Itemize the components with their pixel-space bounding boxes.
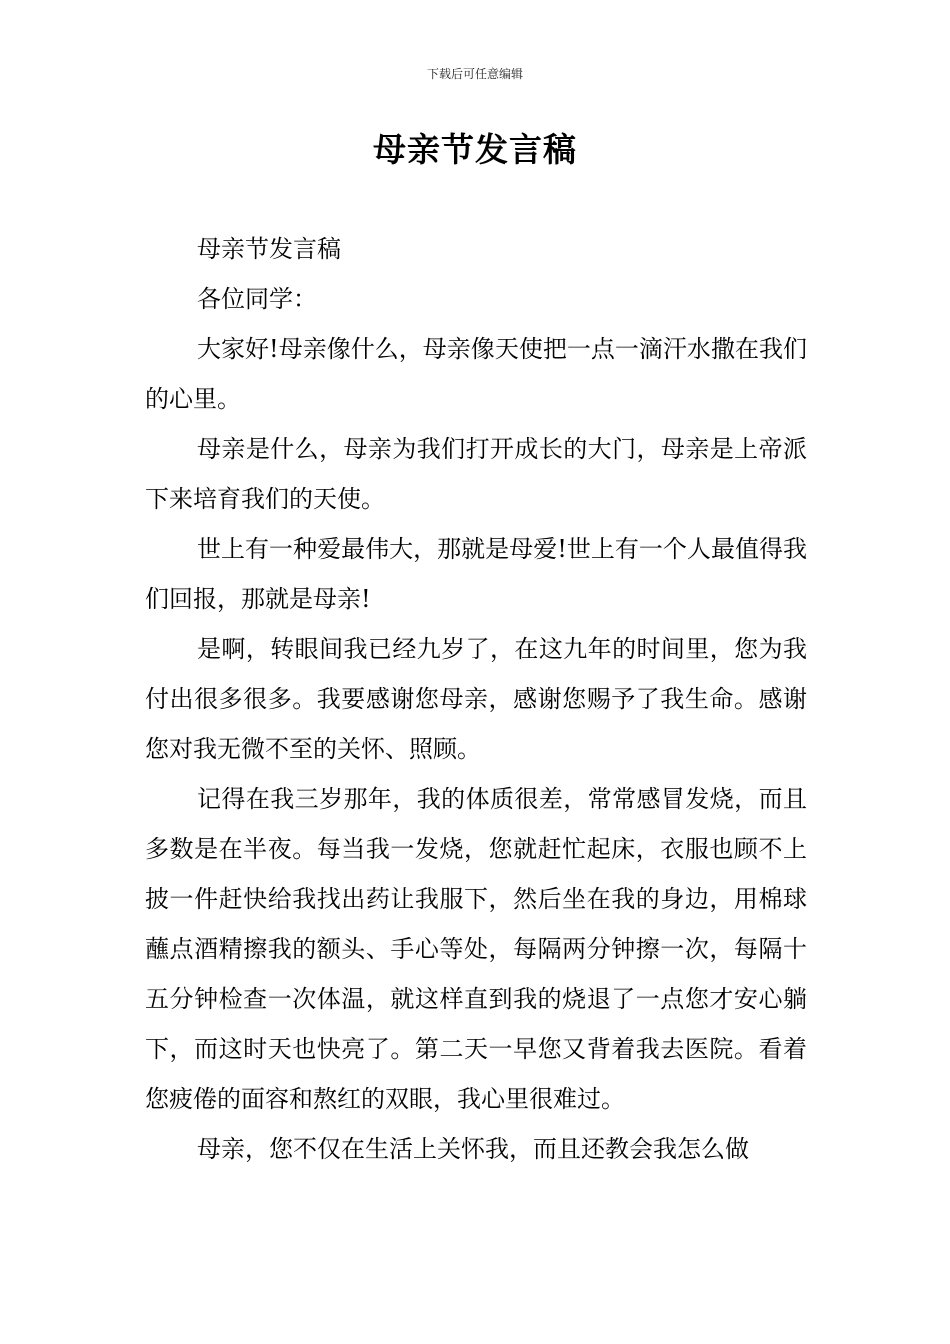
paragraph: 母亲，您不仅在生活上关怀我，而且还教会我怎么做 — [197, 1135, 749, 1163]
paragraph: 是啊，转眼间我已经九岁了，在这九年的时间里，您为我付出很多很多。我要感谢您母亲，感谢您赐予了我生命。感谢您对我无微不至的关怀、照顾。 — [145, 635, 807, 763]
paragraph: 母亲是什么，母亲为我们打开成长的大门，母亲是上帝派下来培育我们的天使。 — [145, 435, 807, 513]
paragraph: 记得在我三岁那年，我的体质很差，常常感冒发烧，而且多数是在半夜。每当我一发烧，您就赶忙起床，衣服也顾不上披一件赶快给我找出药让我服下，然后坐在我的身边，用棉球蘸点酒精擦我的额头、手心等处，每隔两分钟擦一次，每隔十五分钟检查一次体温，就这样直到我的烧退了一点您才安心躺下，而这时天也快亮了。第二天一早您又背着我去医院。看着您疲倦的面容和熬红的双眼，我心里很难过。 — [145, 785, 807, 1113]
paragraph: 大家好!母亲像什么，母亲像天使把一点一滴汗水撒在我们的心里。 — [145, 335, 807, 413]
document-title: 母亲节发言稿 — [373, 130, 577, 169]
paragraph-salutation: 各位同学： — [197, 285, 317, 313]
header-note: 下载后可任意编辑 — [426, 67, 523, 81]
paragraph-subtitle: 母亲节发言稿 — [197, 235, 341, 263]
document-body — [145, 224, 807, 1174]
paragraph: 世上有一种爱最伟大，那就是母爱!世上有一个人最值得我们回报，那就是母亲! — [145, 535, 807, 613]
